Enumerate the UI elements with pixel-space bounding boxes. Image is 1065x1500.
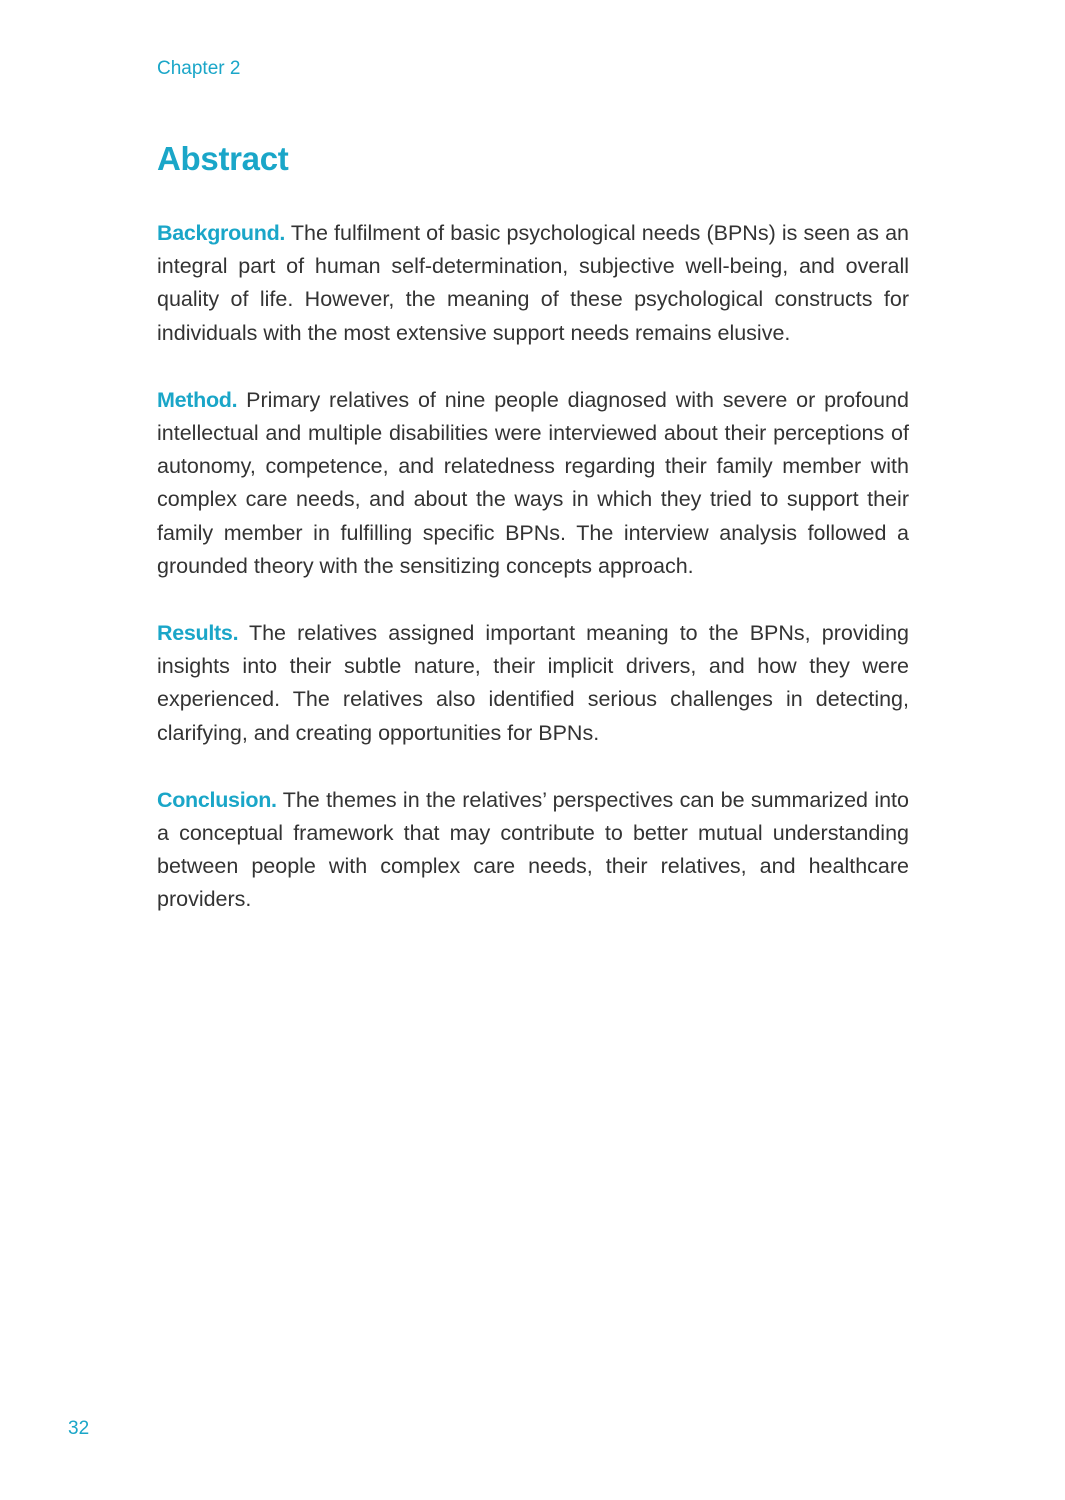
- running-head: Chapter 2: [157, 58, 241, 79]
- section-text: The fulfilment of basic psychological needs (BPNs) is seen as an integral part of human self-determination, subjective well-being, and overall quality of life. However, the meaning of these psychological constructs for individuals with the most extensive support needs remains elusive.: [157, 221, 909, 345]
- section-text: The relatives assigned important meaning to the BPNs, providing insights into their subtle nature, their implicit drivers, and how they were experienced. The relatives also identified serious challenges in detecting, clarifying, and creating opportunities for BPNs.: [157, 621, 909, 745]
- section-label: Method.: [157, 387, 238, 412]
- section-text: Primary relatives of nine people diagnosed with severe or profound intellectual and multiple disabilities were interviewed about their perceptions of autonomy, competence, and relatedness regarding their family member with complex care needs, and about the ways in which they tried to support their family member in fulfilling specific BPNs. The interview analysis followed a grounded theory with the sensitizing concepts approach.: [157, 387, 909, 578]
- page-title: Abstract: [157, 140, 289, 177]
- section-label: Background.: [157, 221, 286, 245]
- section-method: [157, 384, 909, 583]
- section-label: Conclusion.: [157, 787, 277, 812]
- section-background: [157, 217, 909, 350]
- section-text: The themes in the relatives’ perspectives can be summarized into a conceptual framework that may contribute to better mutual understanding between people with complex care needs, their relatives, and healthcare providers.: [157, 787, 909, 912]
- abstract-body: [157, 217, 909, 951]
- page-number: 32: [68, 1418, 90, 1439]
- section-results: [157, 617, 909, 750]
- section-label: Results.: [157, 621, 239, 646]
- section-conclusion: [157, 784, 909, 917]
